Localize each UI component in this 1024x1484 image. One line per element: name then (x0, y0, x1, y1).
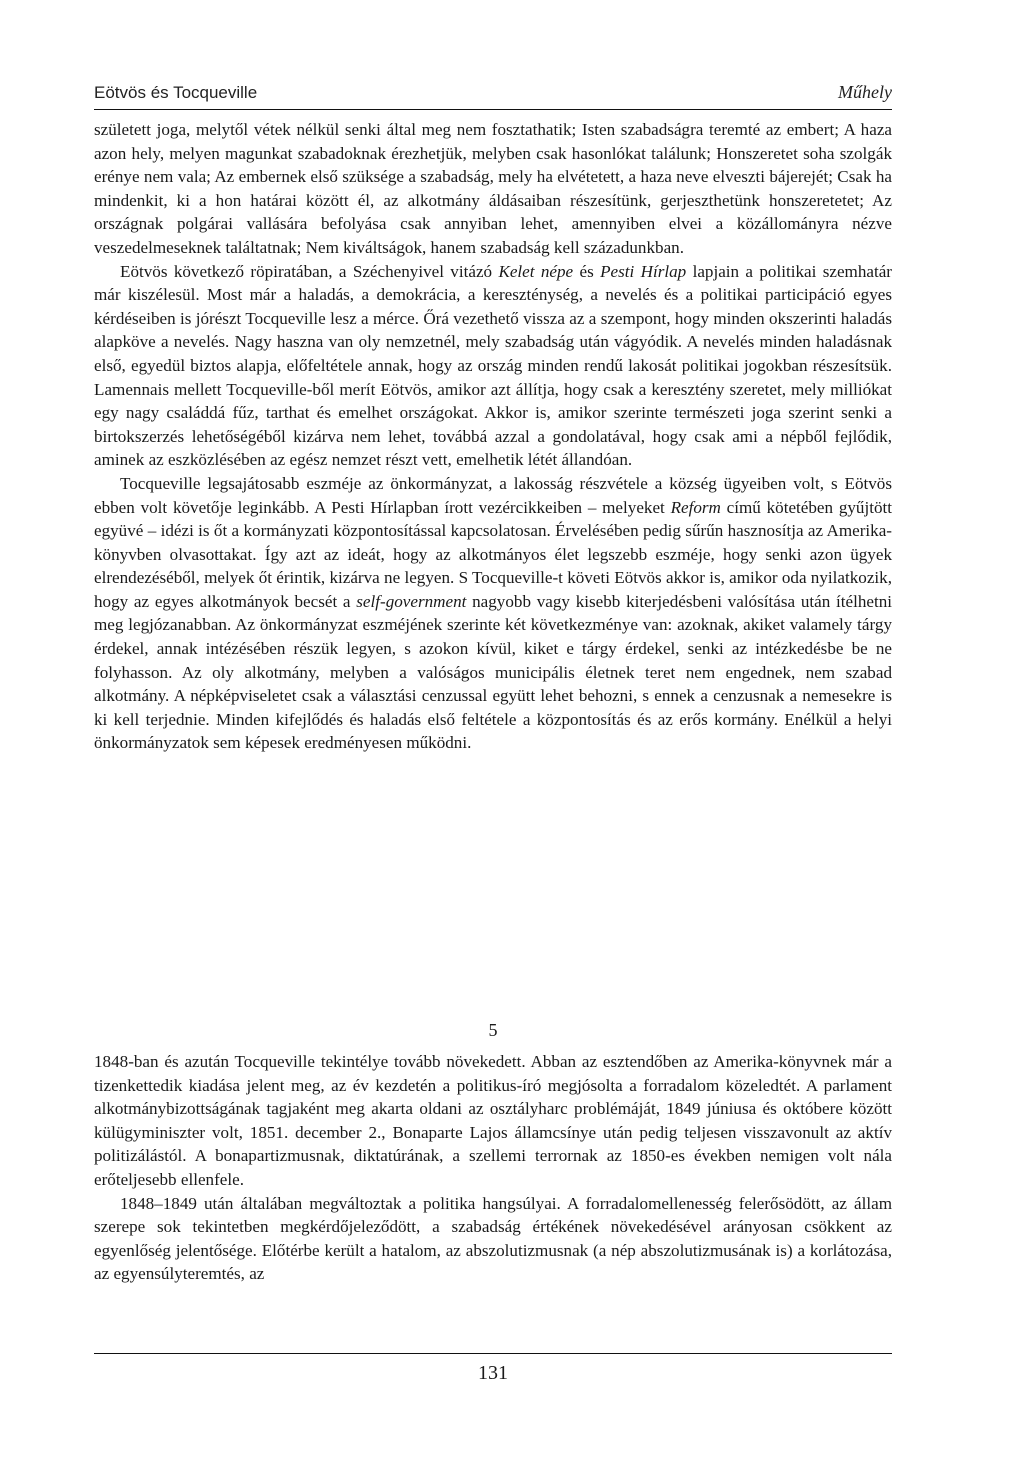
header-section: Műhely (838, 82, 892, 102)
italic-title: Pesti Hírlap (600, 261, 687, 281)
italic-title: Kelet népe (498, 261, 574, 281)
italic-term: self-government (356, 591, 467, 611)
paragraph-4: 1848-ban és azután Tocqueville tekintélye tovább növekedett. Abban az esztendőben az Amerika-könyvnek már a tizenkettedik kiadása jelent meg, az év kezdetén a politikus-író megjósolta a forradalom közeledtét. A parlament alkotmánybizottságának tagjaként meg akarta oldani az osztályharc problémáját, 1849 júniusa és októbere között külügyminiszter volt, 1851. december 2., Bonaparte Lajos államcsínye után pedig teljesen visszavonult az aktív politizálástól. A bonapartizmusnak, diktatúrának, a szellemi terrornak az 1850-es években nemigen volt nála erőteljesebb ellenfele. (94, 1052, 892, 1189)
paragraph-2: Eötvös következő röpiratában, a Széchenyivel vitázó Kelet népe és Pesti Hírlap lapjain a politikai szemhatár már kiszélesül. Most már a haladás, a demokrácia, a kereszténység, a nevelés és a politikai participáció egyes kérdéseiben is jórészt Tocqueville lesz a mérce. Őrá vezethető vissza az a szempont, hogy minden okszerinti haladás alapköve a nevelés. Nagy haszna van oly nemzetnél, mely szabadság után vágyódik. A nevelés minden haladásnak első, egyedül biztos alapja, előfeltétele annak, hogy az ország minden rendű lakosát politikai jogokban részesítsük. Lamennais mellett Tocqueville-ből merít Eötvös, amikor azt állítja, hogy csak a keresztény szeretet, mely milliókat egy nagy családdá fűz, tarthat és emelhet országokat. Akkor is, amikor szerinte természeti joga szerint senki a birtokszerzés lehetőségéből kizárva nem lehet, továbbá azzal a gondolatával, hogy csak ami a népből fejlődik, aminek az eszközlésében az egész nemzet részt vett, emelhetik létét állandóan. (94, 261, 892, 470)
paragraph-5: 1848–1849 után általában megváltoztak a politika hangsúlyai. A forradalomellenesség felerősödött, az állam szerepe sok tekintetben megkérdőjeleződött, a szabadság értékének növekedésével arányosan csökkent az egyenlőség jelentősége. Előtérbe került a hatalom, az abszolutizmusnak (a nép abszolutizmusának is) a korlátozása, az egyensúlyteremtés, az (94, 1193, 892, 1284)
paragraph-3: Tocqueville legsajátosabb eszméje az önkormányzat, a lakosság részvétele a község ügyeiben volt, s Eötvös ebben volt követője leginkább. A Pesti Hírlapban írott vezércikkeiben – melyeket Reform című kötetében gyűjtött együvé – idézi is őt a kormányzati központosítással kapcsolatosan. Érvelésében pedig sűrűn hasznosítja az Amerika-könyvben olvasottakat. Így azt az ideát, hogy az alkotmányos élet legszebb eszméje, hogy senki azon ügyek elrendezéséből, melyek őt érintik, kizárva ne legyen. S Tocqueville-t követi Eötvös akkor is, amikor oda nyilatkozik, hogy az egyes alkotmányok becsét a self-government nagyobb vagy kisebb kiterjedésbeni valósítása után ítélhetni meg legjózanabban. Az önkormányzat eszméjének szerinte két következménye van: azoknak, akiket valamely tárgy érdekel, annak intézésében részük legyen, s azokon kívül, kiket e tárgy érdekel, senki az intézkedésbe be ne folyhasson. Az oly alkotmány, melyben a valóságos municipális életnek teret nem engednek, nem szabad alkotmány. A népképviseletet csak a választási cenzussal együtt lehet behozni, s ennek a cenzusnak a nemesekre is ki kell terjednie. Minden kifejlődés és haladás első feltétele a központosítás és az erős kormány. Enélkül a helyi önkormányzatok sem képesek eredményesen működni. (94, 473, 893, 753)
header-title: Eötvös és Tocqueville (94, 83, 258, 102)
footer-divider (94, 1353, 892, 1354)
running-header (94, 82, 892, 110)
section-5-text (94, 1050, 892, 1286)
paragraph-1: született joga, melytől vétek nélkül senki által meg nem fosztathatik; Isten szabadságra teremté az embert; A haza azon hely, melyen magunkat szabadoknak érezhetjük, melyben csak hasonlókat találunk; Honszeretet soha szolgák erénye nem vala; Az embernek első szüksége a szabadság, mely ha elvétetett, a haza neve elveszti bájerejét; Csak ha mindenkit, ki a hon határai között él, az alkotmány áldásaiban részesítünk, gerjeszthetünk honszeretetet; Az országnak polgárai vallására befolyása csak annyiban lehet, amennyiben elvei a közállományra nézve veszedelmeseknek találtatnak; Nem kiváltságok, hanem szabadság kell századunkban. (94, 120, 892, 257)
main-text (94, 118, 892, 755)
page-number: 131 (478, 1362, 508, 1384)
italic-title: Reform (670, 497, 721, 517)
section-number: 5 (488, 1020, 498, 1040)
